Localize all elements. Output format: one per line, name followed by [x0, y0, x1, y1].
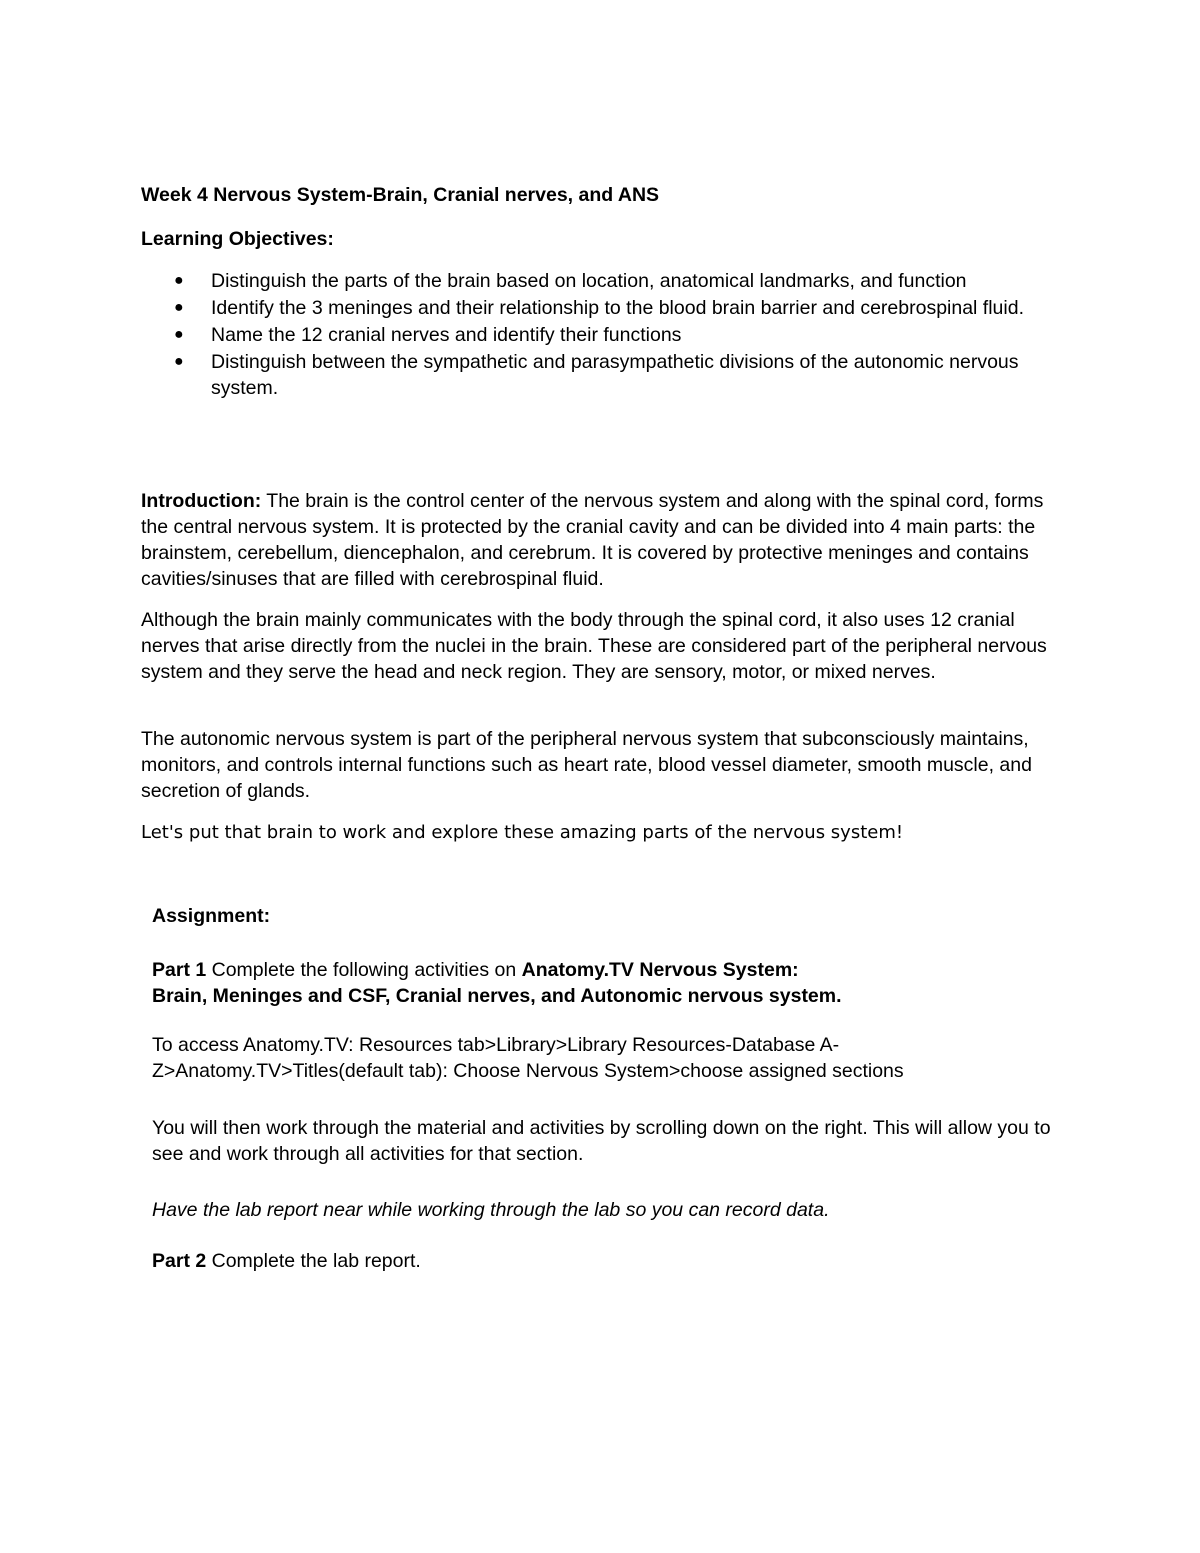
part2-paragraph [152, 1248, 1052, 1274]
bullet-icon: ● [174, 272, 184, 289]
document-title: Week 4 Nervous System-Brain, Cranial nerves, and ANS [141, 184, 660, 206]
introduction-label: Introduction: [141, 490, 262, 512]
workthrough-instructions: You will then work through the material and activities by scrolling down on the right. This will allow you to see and work through all activities for that section. [152, 1117, 1051, 1165]
objective-text: Distinguish between the sympathetic and parasympathetic divisions of the autonomic nervous system. [211, 351, 1019, 399]
list-item [141, 295, 1061, 321]
introduction-text: The brain is the control center of the nervous system and along with the spinal cord, forms the central nervous system. It is protected by the cranial cavity and can be divided into 4 main parts: the brainstem, cerebellum, diencephalon, and cerebrum. It is covered by protective meninges and contains cavities/sinuses that are filled with cerebrospinal fluid. [141, 490, 1044, 590]
part1-sections: Brain, Meninges and CSF, Cranial nerves, and Autonomic nervous system. [152, 985, 842, 1007]
objectives-list [141, 268, 1061, 402]
part2-text: Complete the lab report. [206, 1250, 421, 1272]
bullet-icon: ● [174, 299, 184, 316]
objective-text: Identify the 3 meninges and their relationship to the blood brain barrier and cerebrospinal fluid. [211, 297, 1025, 319]
part2-label: Part 2 [152, 1250, 207, 1272]
access-instructions: To access Anatomy.TV: Resources tab>Library>Library Resources-Database A-Z>Anatomy.TV>Titles(default tab): Choose Nervous System>choose assigned sections [152, 1034, 904, 1082]
autonomic-paragraph: The autonomic nervous system is part of the peripheral nervous system that subconsciously maintains, monitors, and controls internal functions such as heart rate, blood vessel diameter, smooth muscle, and secretion of glands. [141, 728, 1032, 802]
objectives-heading: Learning Objectives: [141, 228, 334, 250]
lab-report-note: Have the lab report near while working through the lab so you can record data. [152, 1199, 830, 1221]
part1-resource-name: Anatomy.TV Nervous System: [521, 959, 799, 981]
closing-paragraph: Let's put that brain to work and explore these amazing parts of the nervous system! [141, 822, 904, 843]
bullet-icon: ● [174, 326, 184, 343]
cranial-nerves-paragraph: Although the brain mainly communicates with the body through the spinal cord, it also uses 12 cranial nerves that arise directly from the nuclei in the brain. These are considered part of the peripheral nervous system and they serve the head and neck region. They are sensory, motor, or mixed nerves. [141, 609, 1047, 683]
list-item [141, 322, 1061, 348]
introduction-paragraph [141, 488, 1061, 592]
part1-text: Complete the following activities on [206, 959, 522, 981]
objective-text: Distinguish the parts of the brain based on location, anatomical landmarks, and function [211, 270, 967, 292]
part1-paragraph [152, 957, 1052, 1009]
list-item [141, 268, 1061, 294]
objective-text: Name the 12 cranial nerves and identify their functions [211, 324, 682, 346]
assignment-heading: Assignment: [152, 905, 271, 927]
bullet-icon: ● [174, 353, 184, 370]
part1-label: Part 1 [152, 959, 207, 981]
list-item [141, 349, 1061, 401]
